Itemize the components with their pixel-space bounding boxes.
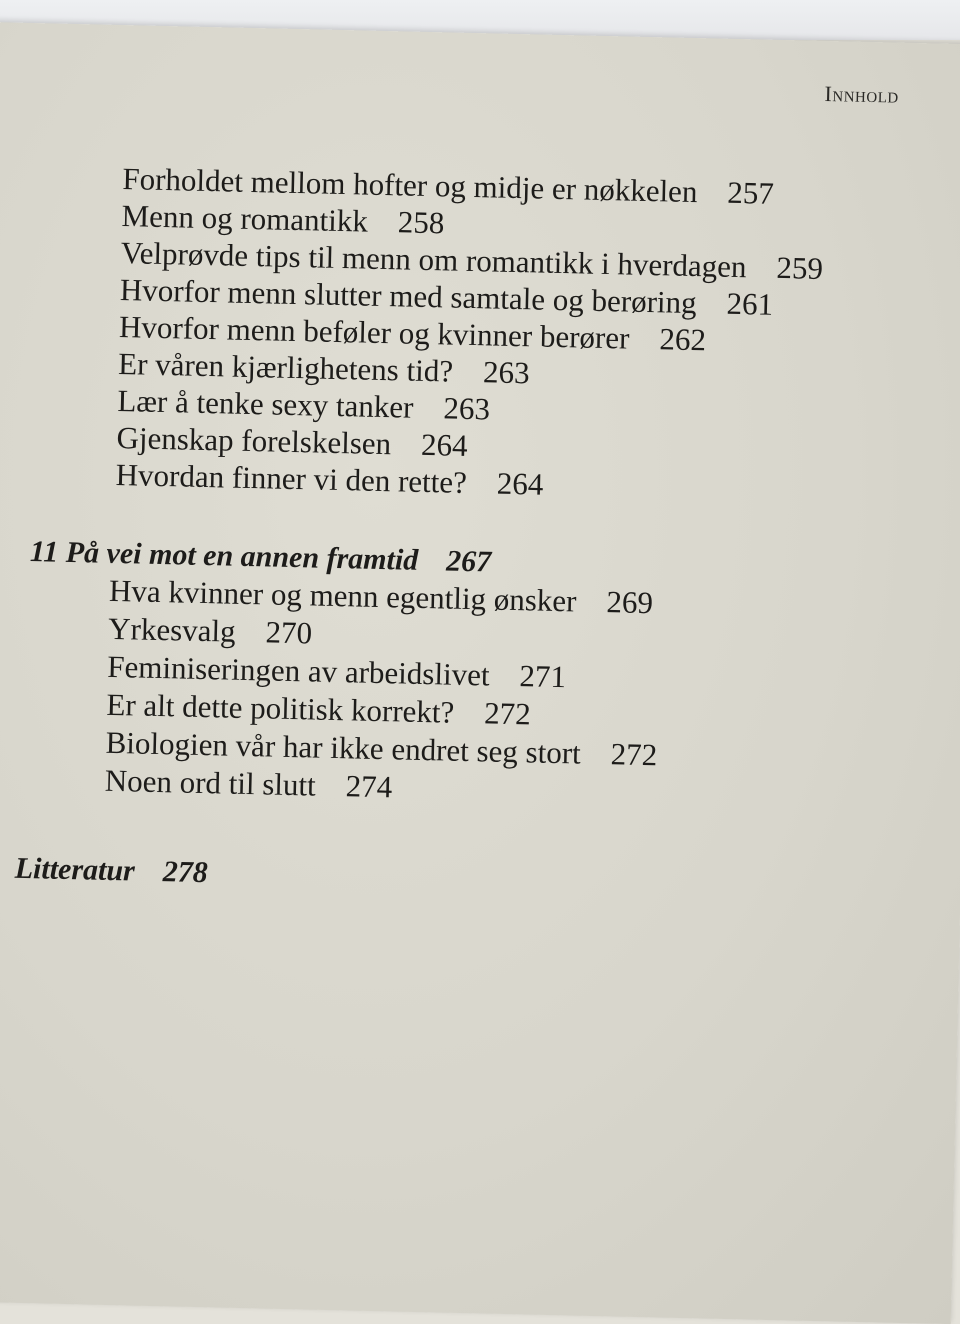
entry-page: 259: [776, 249, 824, 286]
entry-page: 257: [727, 174, 775, 211]
entry-title: Er alt dette politisk korrekt?: [106, 686, 455, 730]
running-head: Innhold: [824, 80, 900, 108]
literature-page: 278: [162, 855, 209, 890]
entry-title: Yrkesvalg: [107, 610, 237, 649]
entry-title: Noen ord til slutt: [104, 762, 317, 803]
entry-page: 271: [519, 658, 567, 695]
toc-entry: [121, 198, 444, 241]
entry-page: 269: [606, 584, 654, 621]
entry-page: 264: [420, 426, 469, 463]
entry-title: Velprøvde tips til menn om romantikk i hverdagen: [120, 235, 747, 285]
entry-page: 262: [659, 321, 707, 358]
entry-title: Hva kvinner og menn egentlig ønsker: [108, 572, 577, 619]
toc-entry: [104, 763, 392, 806]
toc-entry: [108, 611, 313, 652]
entry-page: 274: [345, 768, 393, 805]
entry-page: 264: [496, 465, 544, 502]
chapter-page: 267: [445, 544, 492, 579]
chapter-title: 11 På vei mot en annen framtid: [29, 535, 419, 577]
entry-title: Forholdet mellom hofter og midje er nøkkelen: [122, 161, 698, 210]
entry-page: 258: [397, 204, 445, 241]
entry-title: Er våren kjærlighetens tid?: [117, 346, 454, 389]
entry-page: 261: [726, 285, 774, 322]
entry-title: Menn og romantikk: [121, 198, 369, 239]
book-page: [0, 22, 960, 1324]
entry-page: 263: [443, 390, 491, 427]
entry-title: Hvordan finner vi den rette?: [115, 456, 468, 500]
entry-title: Biologien vår har ikke endret seg stort: [105, 724, 582, 771]
entry-title: Hvorfor menn beføler og kvinner berører: [118, 309, 630, 356]
toc-entry: [115, 457, 543, 503]
entry-page: 270: [265, 614, 313, 651]
entry-title: Lær å tenke sexy tanker: [117, 382, 414, 425]
entry-page: 272: [483, 695, 532, 732]
entry-page: 272: [610, 736, 658, 773]
entry-title: Gjenskap forelskelsen: [116, 419, 392, 462]
entry-page: 263: [482, 354, 530, 391]
literature-title: Litteratur: [14, 851, 136, 888]
chapter-heading: [30, 534, 492, 580]
literature-heading: [14, 851, 208, 891]
entry-title: Feminiseringen av arbeidslivet: [107, 648, 490, 693]
entry-title: Hvorfor menn slutter med samtale og berøring: [119, 272, 698, 321]
